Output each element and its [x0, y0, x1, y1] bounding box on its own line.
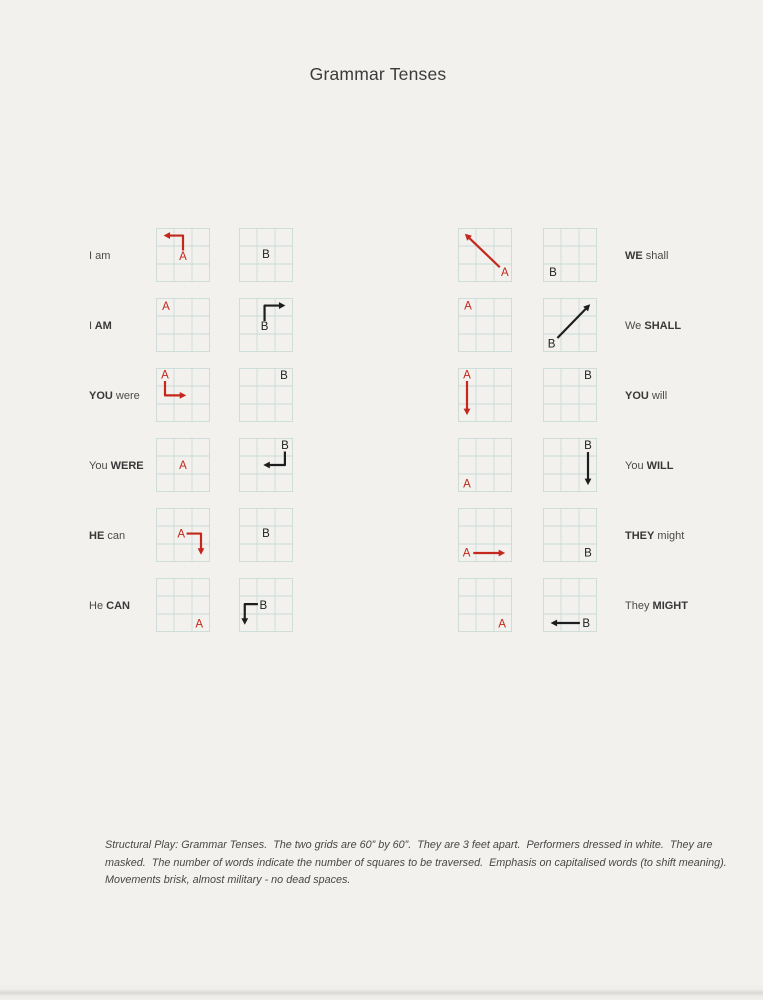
- performer-letter-b: B: [547, 338, 556, 351]
- movement-arrow-a: [165, 381, 186, 399]
- performer-letter-b: B: [262, 249, 270, 261]
- performer-letter-a: A: [177, 528, 186, 541]
- label-word: HE: [89, 530, 105, 542]
- score-grid-b-left-row4: [239, 438, 293, 492]
- score-grid-a-right-row1: [458, 228, 512, 282]
- label-word: MIGHT: [649, 600, 688, 612]
- label-word: YOU: [625, 390, 649, 402]
- row-label-left-1: [89, 250, 110, 262]
- performer-letter-a: A: [500, 267, 509, 279]
- movement-arrow-b: [263, 452, 285, 469]
- score-grid-b-right-row6: [543, 578, 597, 632]
- caption-line-1: Structural Play: Grammar Tenses. The two grids are 60” by 60”. They are 3 feet apart. Performers dressed in white. They are: [105, 839, 713, 851]
- performer-letter-a: A: [498, 618, 506, 631]
- label-word: We: [625, 320, 642, 332]
- label-word: WE: [625, 250, 643, 262]
- label-word: might: [654, 530, 685, 542]
- label-word: YOU: [89, 390, 113, 402]
- performer-letter-b: B: [584, 370, 592, 383]
- movement-arrow-b: [551, 620, 580, 627]
- label-word: He: [89, 600, 104, 612]
- row-label-left-6: [89, 600, 130, 612]
- performer-letter-b: B: [582, 617, 591, 630]
- label-word: shall: [642, 250, 669, 262]
- score-grid-a-left-row4: [156, 438, 210, 492]
- row-label-right-5: [625, 530, 684, 542]
- performer-letter-b: B: [549, 267, 557, 279]
- label-word: WERE: [107, 460, 144, 472]
- score-grid-b-right-row4: [543, 438, 597, 492]
- score-grid-a-left-row2: [156, 298, 210, 352]
- score-grid-b-right-row2: [543, 298, 597, 352]
- score-grid-a-right-row3: [458, 368, 512, 422]
- performer-letter-a: A: [162, 301, 170, 313]
- label-word: You: [625, 460, 644, 472]
- label-word: I: [89, 320, 93, 332]
- score-grid-a-right-row5: [458, 508, 512, 562]
- page-title: Grammar Tenses: [309, 64, 447, 84]
- performer-letter-a: A: [195, 618, 204, 631]
- label-word: I: [89, 250, 93, 262]
- score-grid-a-right-row6: [458, 578, 512, 632]
- movement-arrow-a: [465, 234, 500, 267]
- label-word: AM: [92, 320, 112, 332]
- row-label-left-2: [89, 320, 112, 332]
- label-word: can: [104, 530, 126, 542]
- score-grid-b-left-row6: [239, 578, 293, 632]
- label-word: CAN: [103, 600, 130, 612]
- caption-line-3: Movements brisk, almost military - no dead spaces.: [105, 874, 351, 887]
- performer-letter-a: A: [463, 369, 471, 382]
- performer-letter-b: B: [584, 547, 592, 560]
- score-grid-b-right-row5: [543, 508, 597, 562]
- movement-arrow-a: [164, 232, 183, 250]
- row-label-left-4: [89, 460, 144, 472]
- photo-edge-shadow: [0, 982, 763, 1000]
- row-label-left-3: [89, 390, 140, 402]
- score-grid-a-left-row6: [156, 578, 210, 632]
- row-label-right-4: [625, 460, 674, 472]
- row-label-right-3: [625, 390, 667, 402]
- performer-letter-a: A: [463, 478, 471, 491]
- row-label-right-6: [625, 600, 688, 612]
- movement-arrow-a: [473, 550, 505, 557]
- label-word: will: [648, 390, 668, 402]
- score-grid-b-left-row3: [239, 368, 293, 422]
- performer-letter-a: A: [179, 251, 187, 264]
- performer-letter-a: A: [179, 459, 187, 472]
- performer-letter-b: B: [281, 440, 289, 453]
- score-grid-b-right-row1: [543, 228, 597, 282]
- performer-letter-a: A: [161, 369, 169, 382]
- row-label-right-2: [625, 320, 681, 332]
- movement-arrow-b: [585, 452, 592, 485]
- score-grid-a-right-row2: [458, 298, 512, 352]
- performer-letter-b: B: [280, 370, 288, 383]
- row-label-right-1: [625, 250, 668, 262]
- label-word: am: [92, 250, 111, 262]
- performer-letter-a: A: [464, 300, 472, 313]
- label-word: You: [89, 460, 108, 472]
- score-grid-b-right-row3: [543, 368, 597, 422]
- caption: [105, 837, 727, 890]
- movement-arrow-b: [557, 304, 590, 338]
- performer-letter-b: B: [584, 440, 592, 453]
- label-word: They: [625, 600, 650, 612]
- score-grid-b-left-row5: [239, 508, 293, 562]
- label-word: THEY: [625, 530, 655, 542]
- caption-line-2: masked. The number of words indicate the number of squares to be traversed. Emphasis on capitalised words (to shift meaning).: [105, 856, 727, 869]
- score-grid-a-left-row5: [156, 508, 210, 562]
- performer-letter-b: B: [259, 599, 268, 612]
- score-grid-a-left-row1: [156, 228, 210, 282]
- row-label-left-5: [89, 530, 125, 542]
- label-word: SHALL: [641, 320, 682, 332]
- score-grid-a-left-row3: [156, 368, 210, 422]
- performer-letter-b: B: [262, 528, 270, 541]
- label-word: WILL: [643, 460, 674, 472]
- score-grid-a-right-row4: [458, 438, 512, 492]
- score-grid-b-left-row2: [239, 298, 293, 352]
- label-word: were: [112, 390, 140, 402]
- score-grid-b-left-row1: [239, 228, 293, 282]
- performer-letter-a: A: [462, 547, 471, 560]
- performer-letter-b: B: [260, 321, 269, 334]
